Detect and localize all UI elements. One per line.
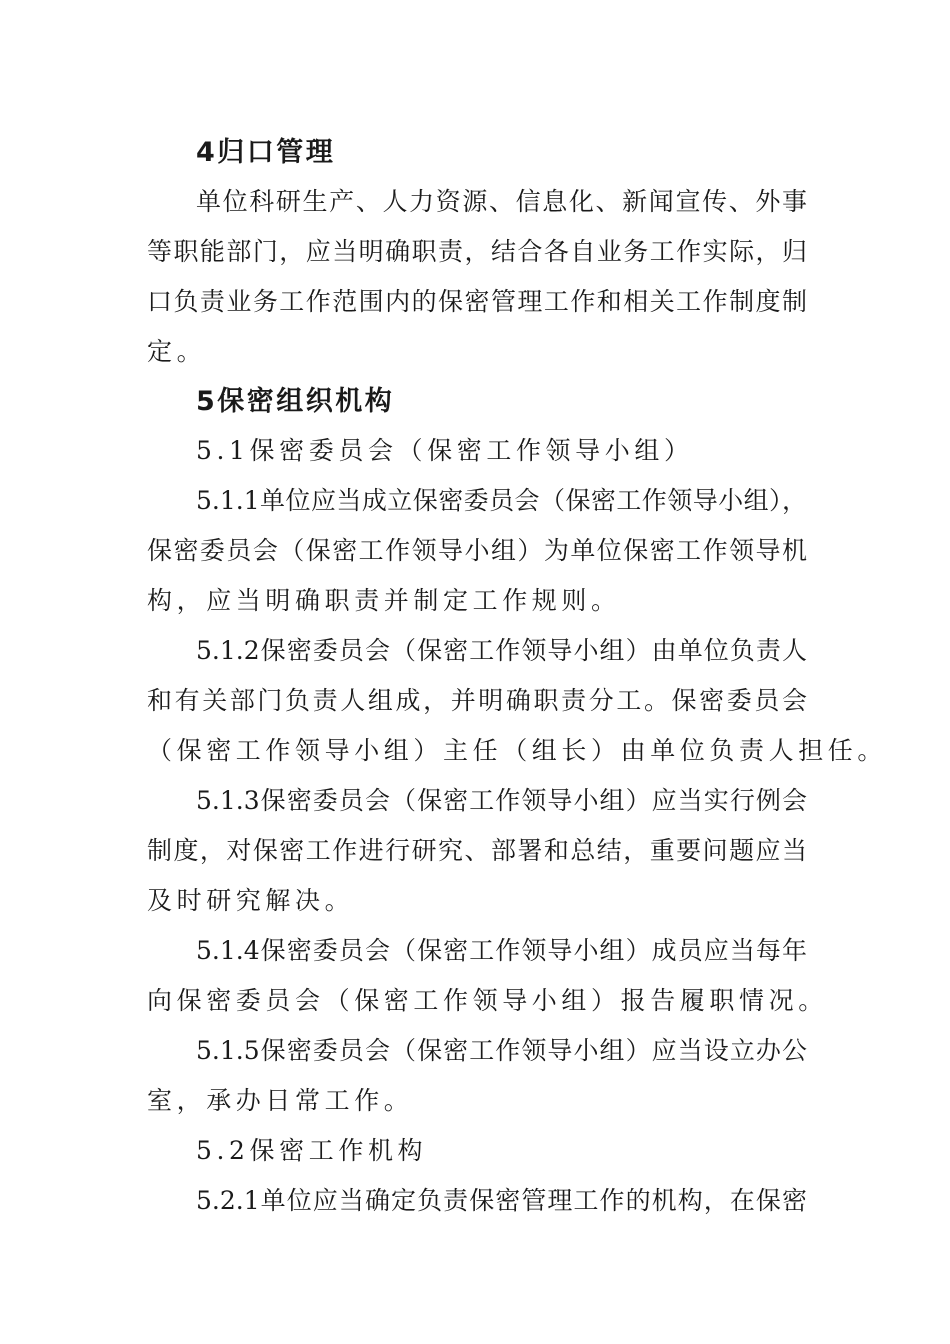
body-text-line: 5.1.2保密委员会（保密工作领导小组）由单位负责人 <box>196 636 807 665</box>
body-text-line: 5.1.3保密委员会（保密工作领导小组）应当实行例会 <box>196 786 807 815</box>
body-text-line: 和有关部门负责人组成，并明确职责分工。保密委员会 <box>147 686 807 715</box>
body-text-line: 及时研究解决。 <box>147 886 355 915</box>
body-text-line: 单位科研生产、人力资源、信息化、新闻宣传、外事 <box>196 187 807 216</box>
body-text-line: （保密工作领导小组）主任（组长）由单位负责人担任。 <box>147 736 888 765</box>
body-text-line: 等职能部门，应当明确职责，结合各自业务工作实际，归 <box>147 237 807 266</box>
body-text-line: 室，承办日常工作。 <box>147 1086 414 1115</box>
section-heading: 4归口管理 <box>196 137 336 168</box>
body-text-line: 向保密委员会（保密工作领导小组）报告履职情况。 <box>147 986 828 1015</box>
body-text-line: 构，应当明确职责并制定工作规则。 <box>147 586 621 615</box>
body-text-line: 口负责业务工作范围内的保密管理工作和相关工作制度制 <box>147 287 807 316</box>
body-text-line: 定。 <box>147 337 207 366</box>
body-text-line: 5.1.5保密委员会（保密工作领导小组）应当设立办公 <box>196 1036 807 1065</box>
body-text-line: 制度，对保密工作进行研究、部署和总结，重要问题应当 <box>147 836 807 865</box>
subsection-heading: 5.1保密委员会（保密工作领导小组） <box>196 436 694 465</box>
section-heading: 5保密组织机构 <box>196 386 395 417</box>
body-text-line: 5.1.4保密委员会（保密工作领导小组）成员应当每年 <box>196 936 807 965</box>
body-text-line: 5.2.1单位应当确定负责保密管理工作的机构，在保密 <box>196 1186 807 1215</box>
body-text-line: 5.1.1单位应当成立保密委员会（保密工作领导小组）， <box>196 486 807 515</box>
body-text-line: 保密委员会（保密工作领导小组）为单位保密工作领导机 <box>147 536 807 565</box>
subsection-heading: 5.2保密工作机构 <box>196 1136 428 1165</box>
